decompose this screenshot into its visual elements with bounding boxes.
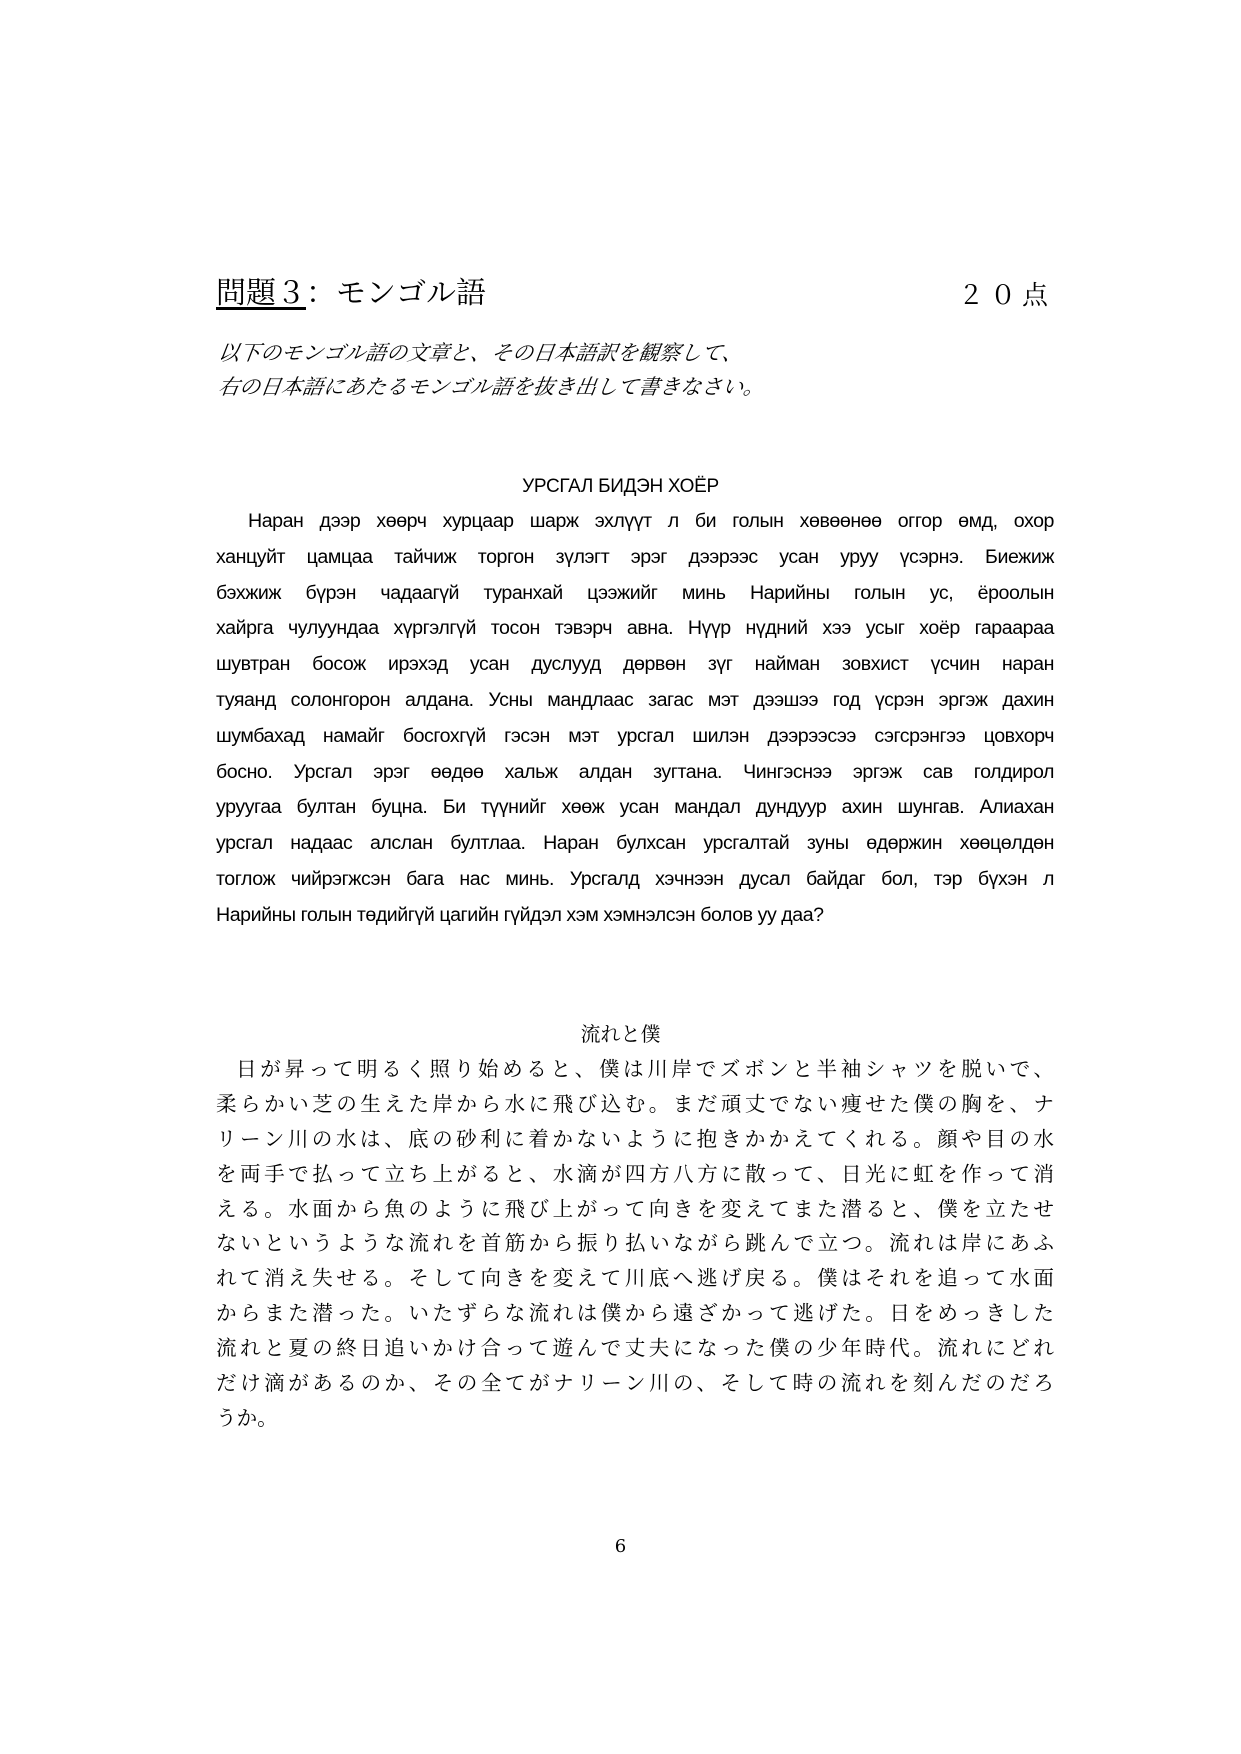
mongolian-line: ханцуйт цамцаа тайчиж торгон зүлэгт эрэг дээрээс усан уруу үсэрнэ. Биежиж [216, 545, 1054, 568]
problem-header [216, 276, 1054, 316]
instruction-line: 以下のモンゴル語の文章と、その日本語訳を観察して、 [216, 341, 745, 365]
mongolian-line: урсгал надаас алслан бултлаа. Наран булхсан урсгалтай зуны өдөржин хөөцөлдөн [216, 832, 1054, 855]
mongolian-line: хайрга чулуундаа хүргэлгүй тосон тэвэрч авна. Нүүр нүдний хээ усыг хоёр гараараа [216, 617, 1054, 640]
instructions [216, 336, 767, 404]
page-number: 6 [614, 1536, 627, 1557]
mongolian-line: бэхжиж бүрэн чадаагүй туранхай цээжийг минь Нарийны голын ус, ёроолын [216, 581, 1054, 604]
mongolian-line: шумбахад намайг босгохгүй гэсэн мэт урсгал шилэн дээрээсээ сэгсрэнгээ цовхорч [216, 724, 1054, 747]
japanese-line: うか。 [216, 1405, 278, 1430]
problem-subject: モンゴル語 [336, 276, 486, 311]
japanese-line: リーン川の水は、底の砂利に着かないように抱きかかえてくれる。顔や目の水 [216, 1126, 1054, 1151]
japanese-line: れて消え失せる。そして向きを変えて川底へ逃げ戻る。僕はそれを追って水面 [216, 1266, 1054, 1291]
japanese-passage [216, 1052, 1054, 1436]
problem-number: 問題３ [216, 276, 306, 311]
japanese-line: だけ滴があるのか、その全てがナリーン川の、そして時の流れを刻んだのだろ [216, 1371, 1054, 1396]
mongolian-line: туяанд солонгорон алдана. Усны мандлаас загас мэт дээшээ год үсрэн эргэж дахин [216, 688, 1054, 711]
mongolian-line: уруугаа бултан буцна. Би түүнийг хөөж усан мандал дундуур ахин шунгав. Алиахан [216, 796, 1054, 819]
mongolian-line: босно. Урсгал эрэг өөдөө хальж алдан зугтана. Чингэснээ эргэж сав голдирол [216, 760, 1054, 783]
mongolian-line: тоглож чийрэгжсэн бага нас минь. Урсгалд хэчнээн дусал байдаг бол, тэр бүхэн л [216, 867, 1054, 890]
title-separator: ： [306, 276, 336, 311]
japanese-line: ないというような流れを首筋から振り払いながら跳んで立つ。流れは岸にあふ [216, 1231, 1054, 1256]
japanese-line: からまた潜った。いたずらな流れは僕から遠ざかって逃げた。日をめっきした [216, 1301, 1054, 1326]
japanese-line: 日が昇って明るく照り始めると、僕は川岸でズボンと半袖シャツを脱いで、 [236, 1057, 1054, 1081]
japanese-line: 流れと夏の終日追いかけ合って遊んで丈夫になった僕の少年時代。流れにどれ [216, 1336, 1054, 1361]
japanese-line: 柔らかい芝の生えた岸から水に飛び込む。まだ頑丈でない痩せた僕の胸を、ナ [216, 1091, 1054, 1116]
japanese-line: を両手で払って立ち上がると、水滴が四方八方に散って、日光に虹を作って消 [216, 1161, 1054, 1186]
japanese-passage-title: 流れと僕 [580, 1022, 661, 1046]
mongolian-line: шувтран босож ирэхэд усан дуслууд дөрвөн зүг найман зовхист үсчин наран [216, 653, 1054, 676]
mongolian-passage [216, 504, 1054, 934]
japanese-line: える。水面から魚のように飛び上がって向きを変えてまた潜ると、僕を立たせ [216, 1196, 1054, 1221]
instruction-line: 右の日本語にあたるモンゴル語を抜き出して書きなさい。 [216, 375, 767, 399]
mongolian-line: Наран дээр хөөрч хурцаар шарж эхлүүт л би голын хөвөөнөө оггор өмд, охор [248, 510, 1054, 532]
problem-points: ２０点 [957, 281, 1054, 311]
problem-title [216, 276, 486, 312]
mongolian-line: Нарийны голын төдийгүй цагийн гүйдэл хэм хэмнэлсэн болов уу даа? [216, 903, 824, 926]
mongolian-passage-title: УРСГАЛ БИДЭН ХОЁР [522, 476, 719, 497]
